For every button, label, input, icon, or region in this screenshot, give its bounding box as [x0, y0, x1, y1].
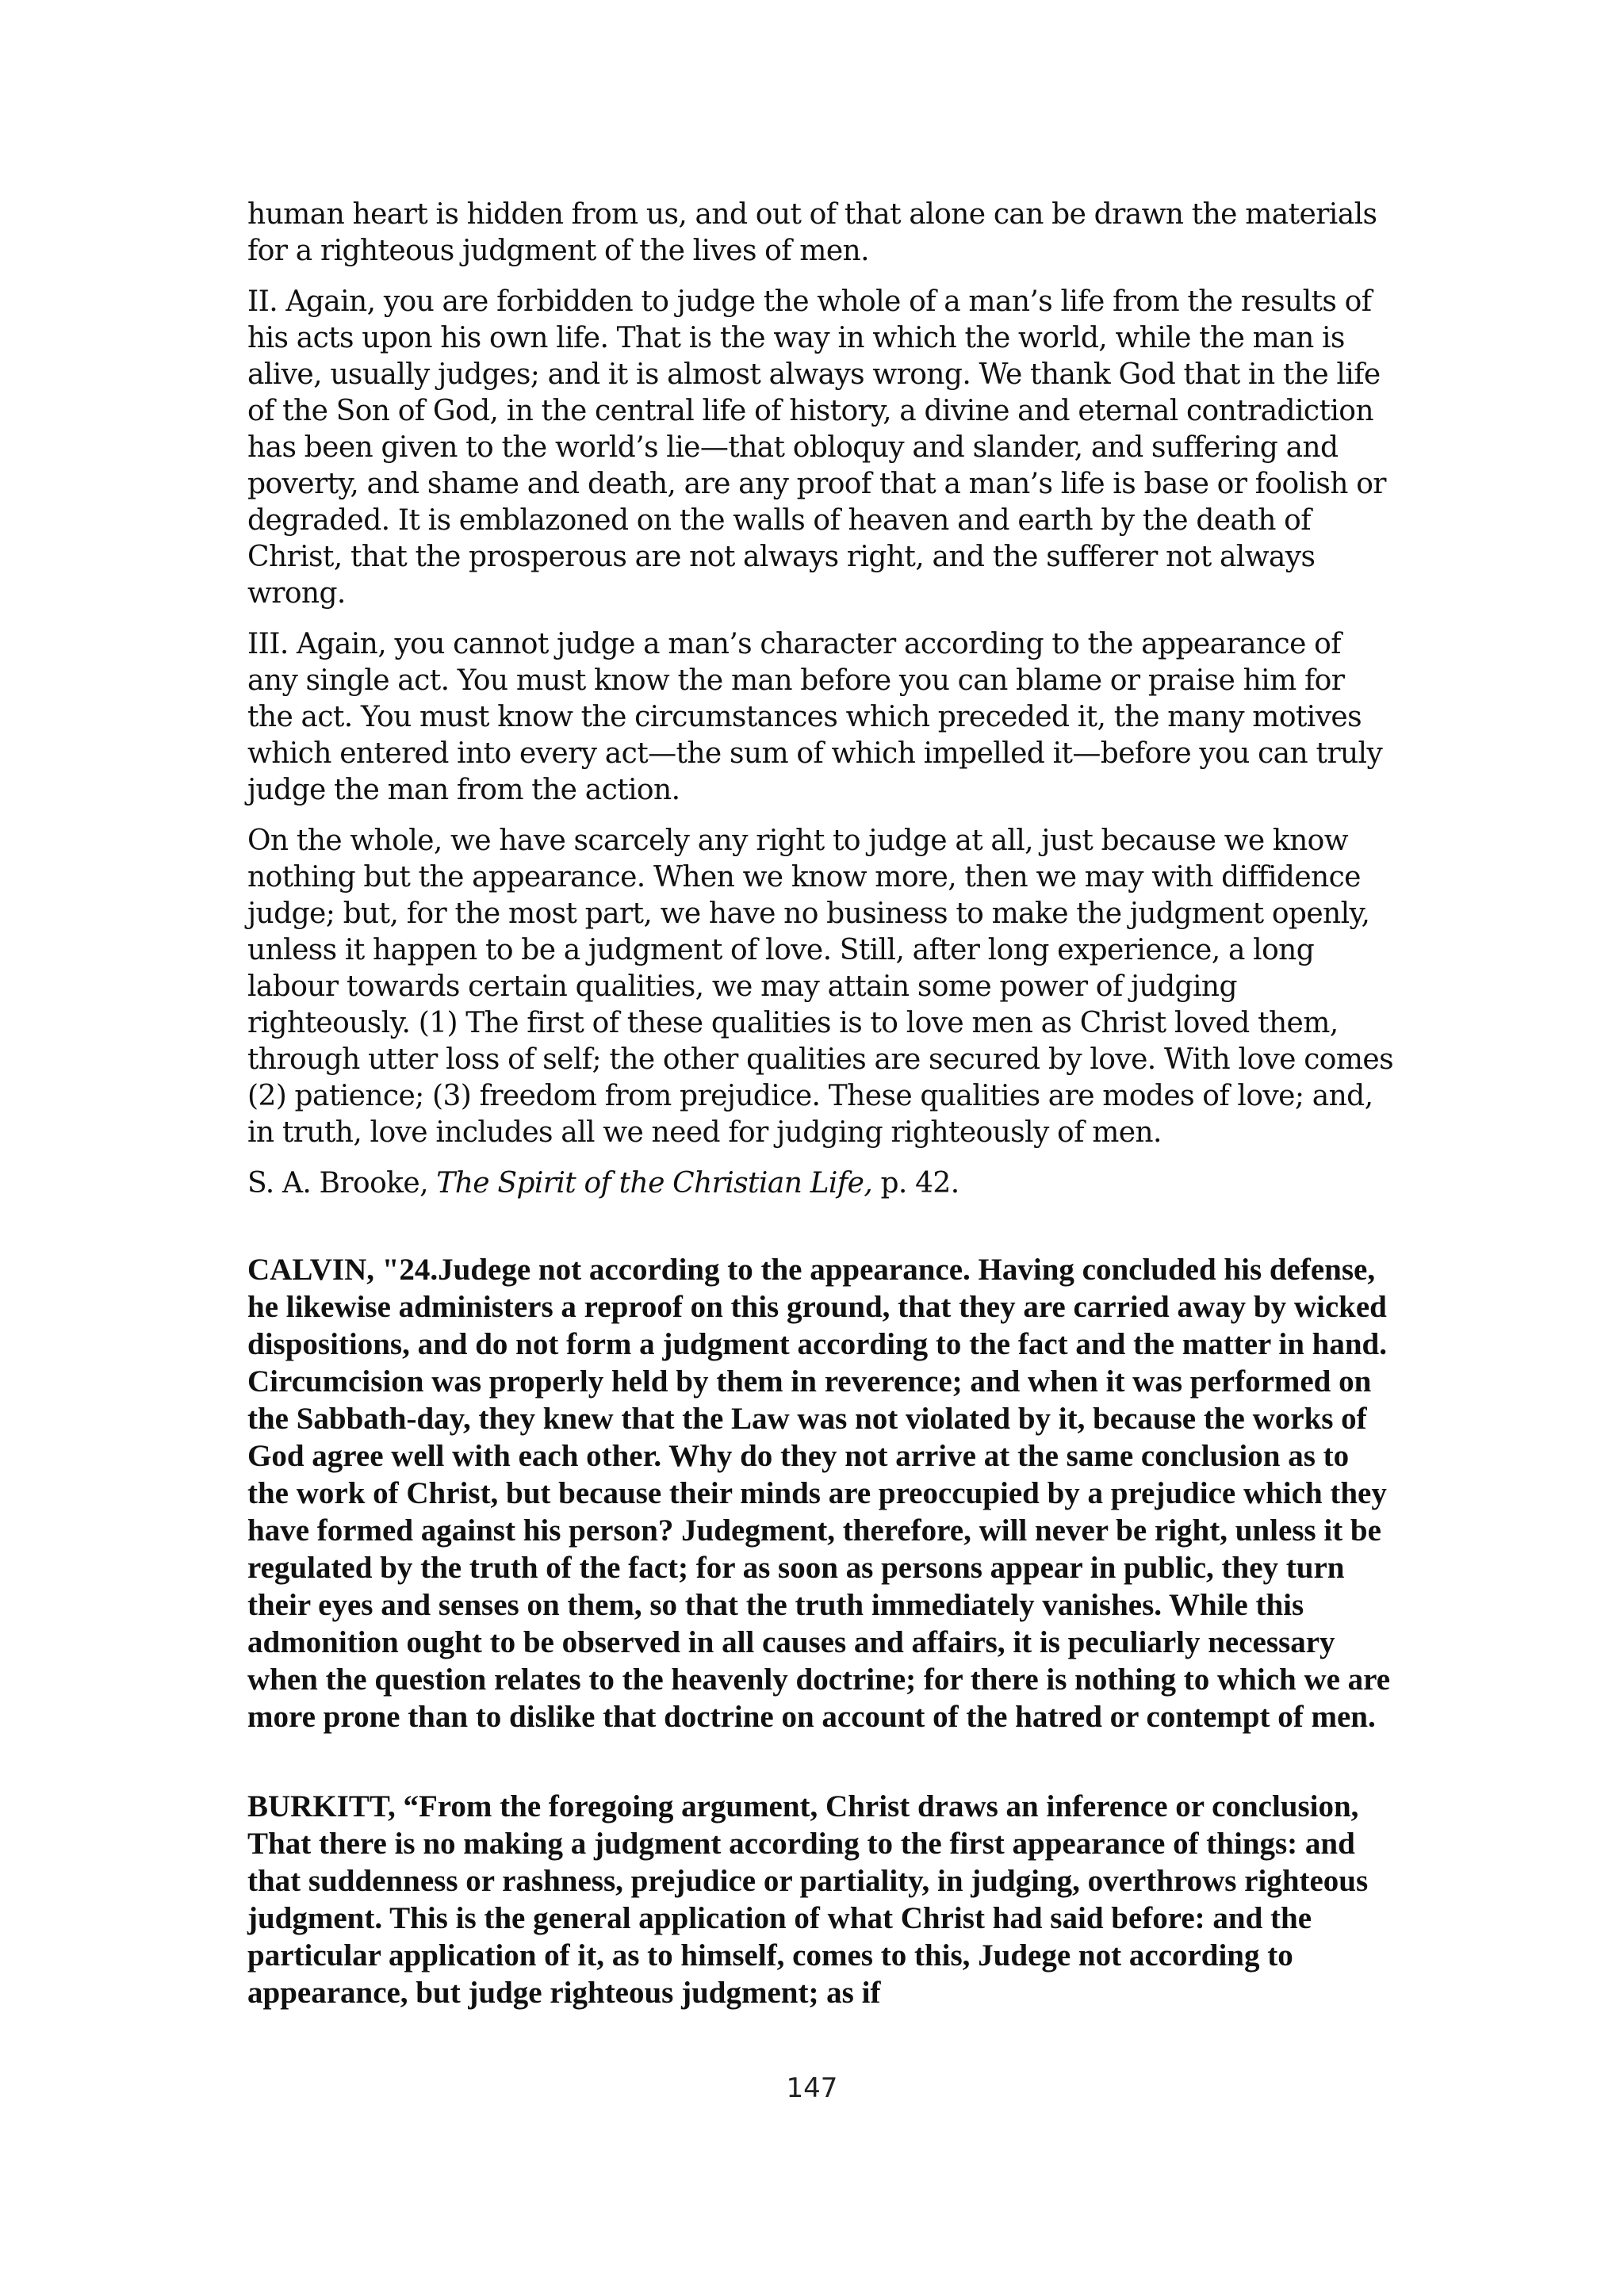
- citation-page: p. 42.: [872, 1167, 959, 1200]
- citation: [247, 1165, 1394, 1202]
- citation-title: The Spirit of the Christian Life,: [436, 1167, 873, 1200]
- commentary-calvin: CALVIN, "24.Judege not according to the appearance. Having concluded his defense, he likewise administers a reproof on this ground, that they are carried away by wicked dispositions, and do not form a judgment according to the fact and the matter in hand. Circumcision was properly held by them in reverence; and when it was performed on the Sabbath-day, they knew that the Law was not violated by it, because the works of God agree well with each other. Why do they not arrive at the same conclusion as to the work of Christ, but because their minds are preoccupied by a prejudice which they have formed against his person? Judegment, therefore, will never be right, unless it be regulated by the truth of the fact; for as soon as persons appear in public, they turn their eyes and senses on them, so that the truth immediately vanishes. While this admonition ought to be observed in all causes and affairs, it is peculiarly necessary when the question relates to the heavenly doctrine; for there is nothing to which we are more prone than to dislike that doctrine on account of the hatred or contempt of men.: [247, 1253, 1391, 1734]
- page-number: 147: [786, 2072, 838, 2104]
- paragraph-point-two: II. Again, you are forbidden to judge the whole of a man’s life from the results of his acts upon his own life. That is the way in which the world, while the man is alive, usually judges; and it is almost always wrong. We thank God that in the life of the Son of God, in the central life of history, a divine and eternal contradiction has been given to the world’s lie—that obloquy and slander, and suffering and poverty, and shame and death, are any proof that a man’s life is base or foolish or degraded. It is emblazoned on the walls of heaven and earth by the death of Christ, that the prosperous are not always right, and the sufferer not always wrong.: [247, 285, 1386, 610]
- citation-author: S. A. Brooke,: [247, 1167, 437, 1200]
- paragraph-conclusion: On the whole, we have scarcely any right to judge at all, just because we know nothing but the appearance. When we know more, then we may with diffidence judge; but, for the most part, we have no business to make the judgment openly, unless it happen to be a judgment of love. Still, after long experience, a long labour towards certain qualities, we may attain some power of judging righteously. (1) The first of these qualities is to love men as Christ loved them, through utter loss of self; the other qualities are secured by love. With love comes (2) patience; (3) freedom from prejudice. These qualities are modes of love; and, in truth, love includes all we need for judging righteously of men.: [247, 825, 1393, 1149]
- paragraph-continuation: human heart is hidden from us, and out of that alone can be drawn the materials for a righteous judgment of the lives of men.: [247, 198, 1377, 267]
- commentary-burkitt: BURKITT, “From the foregoing argument, Christ draws an inference or conclusion, That there is no making a judgment according to the first appearance of things: and that suddenness or rashness, prejudice or partiality, in judging, overthrows righteous judgment. This is the general application of what Christ had said before: and the particular application of it, as to himself, comes to this, Judege not according to appearance, but judge righteous judgment; as if: [247, 1789, 1369, 2010]
- paragraph-point-three: III. Again, you cannot judge a man’s character according to the appearance of any single act. You must know the man before you can blame or praise him for the act. You must know the circumstances which preceded it, the many motives which entered into every act—the sum of which impelled it—before you can truly judge the man from the action.: [247, 628, 1383, 806]
- page-body: [247, 197, 1394, 2064]
